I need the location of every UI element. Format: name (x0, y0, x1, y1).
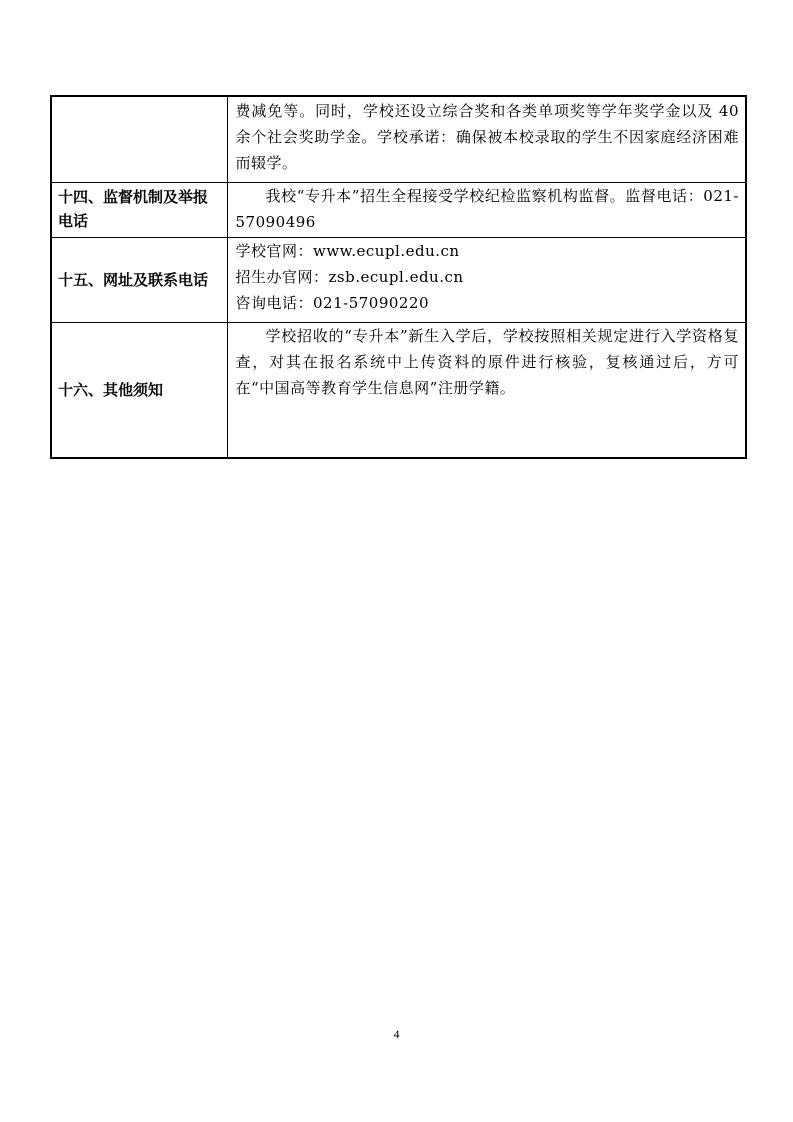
row-content (227, 238, 746, 323)
row-content (227, 323, 746, 459)
row-label-contact: 十五、网址及联系电话 (51, 238, 227, 323)
row-content (227, 183, 746, 238)
admissions-website-line: 招生办官网：zsb.ecupl.edu.cn (235, 268, 464, 286)
supervision-paragraph: 我校“专升本”招生全程接受学校纪检监察机构监督。监督电话：021-57090496 (235, 187, 739, 231)
row-label-notes: 十六、其他须知 (51, 323, 227, 459)
notes-paragraph: 学校招收的“专升本”新生入学后，学校按照相关规定进行入学资格复查，对其在报名系统中上传资料的原件进行核验，复核通过后，方可在“中国高等教育学生信息网”注册学籍。 (235, 327, 739, 397)
school-website-line: 学校官网：www.ecupl.edu.cn (235, 242, 460, 260)
table-row (51, 323, 746, 459)
page-number: 4 (393, 1027, 400, 1041)
row-label-supervision: 十四、监督机制及举报电话 (51, 183, 227, 238)
scholarship-paragraph: 费减免等。同时，学校还设立综合奖和各类单项奖等学年奖学金以及 40 余个社会奖助学金。学校承诺：确保被本校录取的学生不因家庭经济困难而辍学。 (235, 102, 739, 172)
row-label (51, 96, 227, 183)
table-row (51, 96, 746, 183)
info-table (50, 95, 747, 459)
consult-phone-line: 咨询电话：021-57090220 (235, 294, 430, 312)
row-content (227, 96, 746, 183)
table-row (51, 183, 746, 238)
table-row (51, 238, 746, 323)
